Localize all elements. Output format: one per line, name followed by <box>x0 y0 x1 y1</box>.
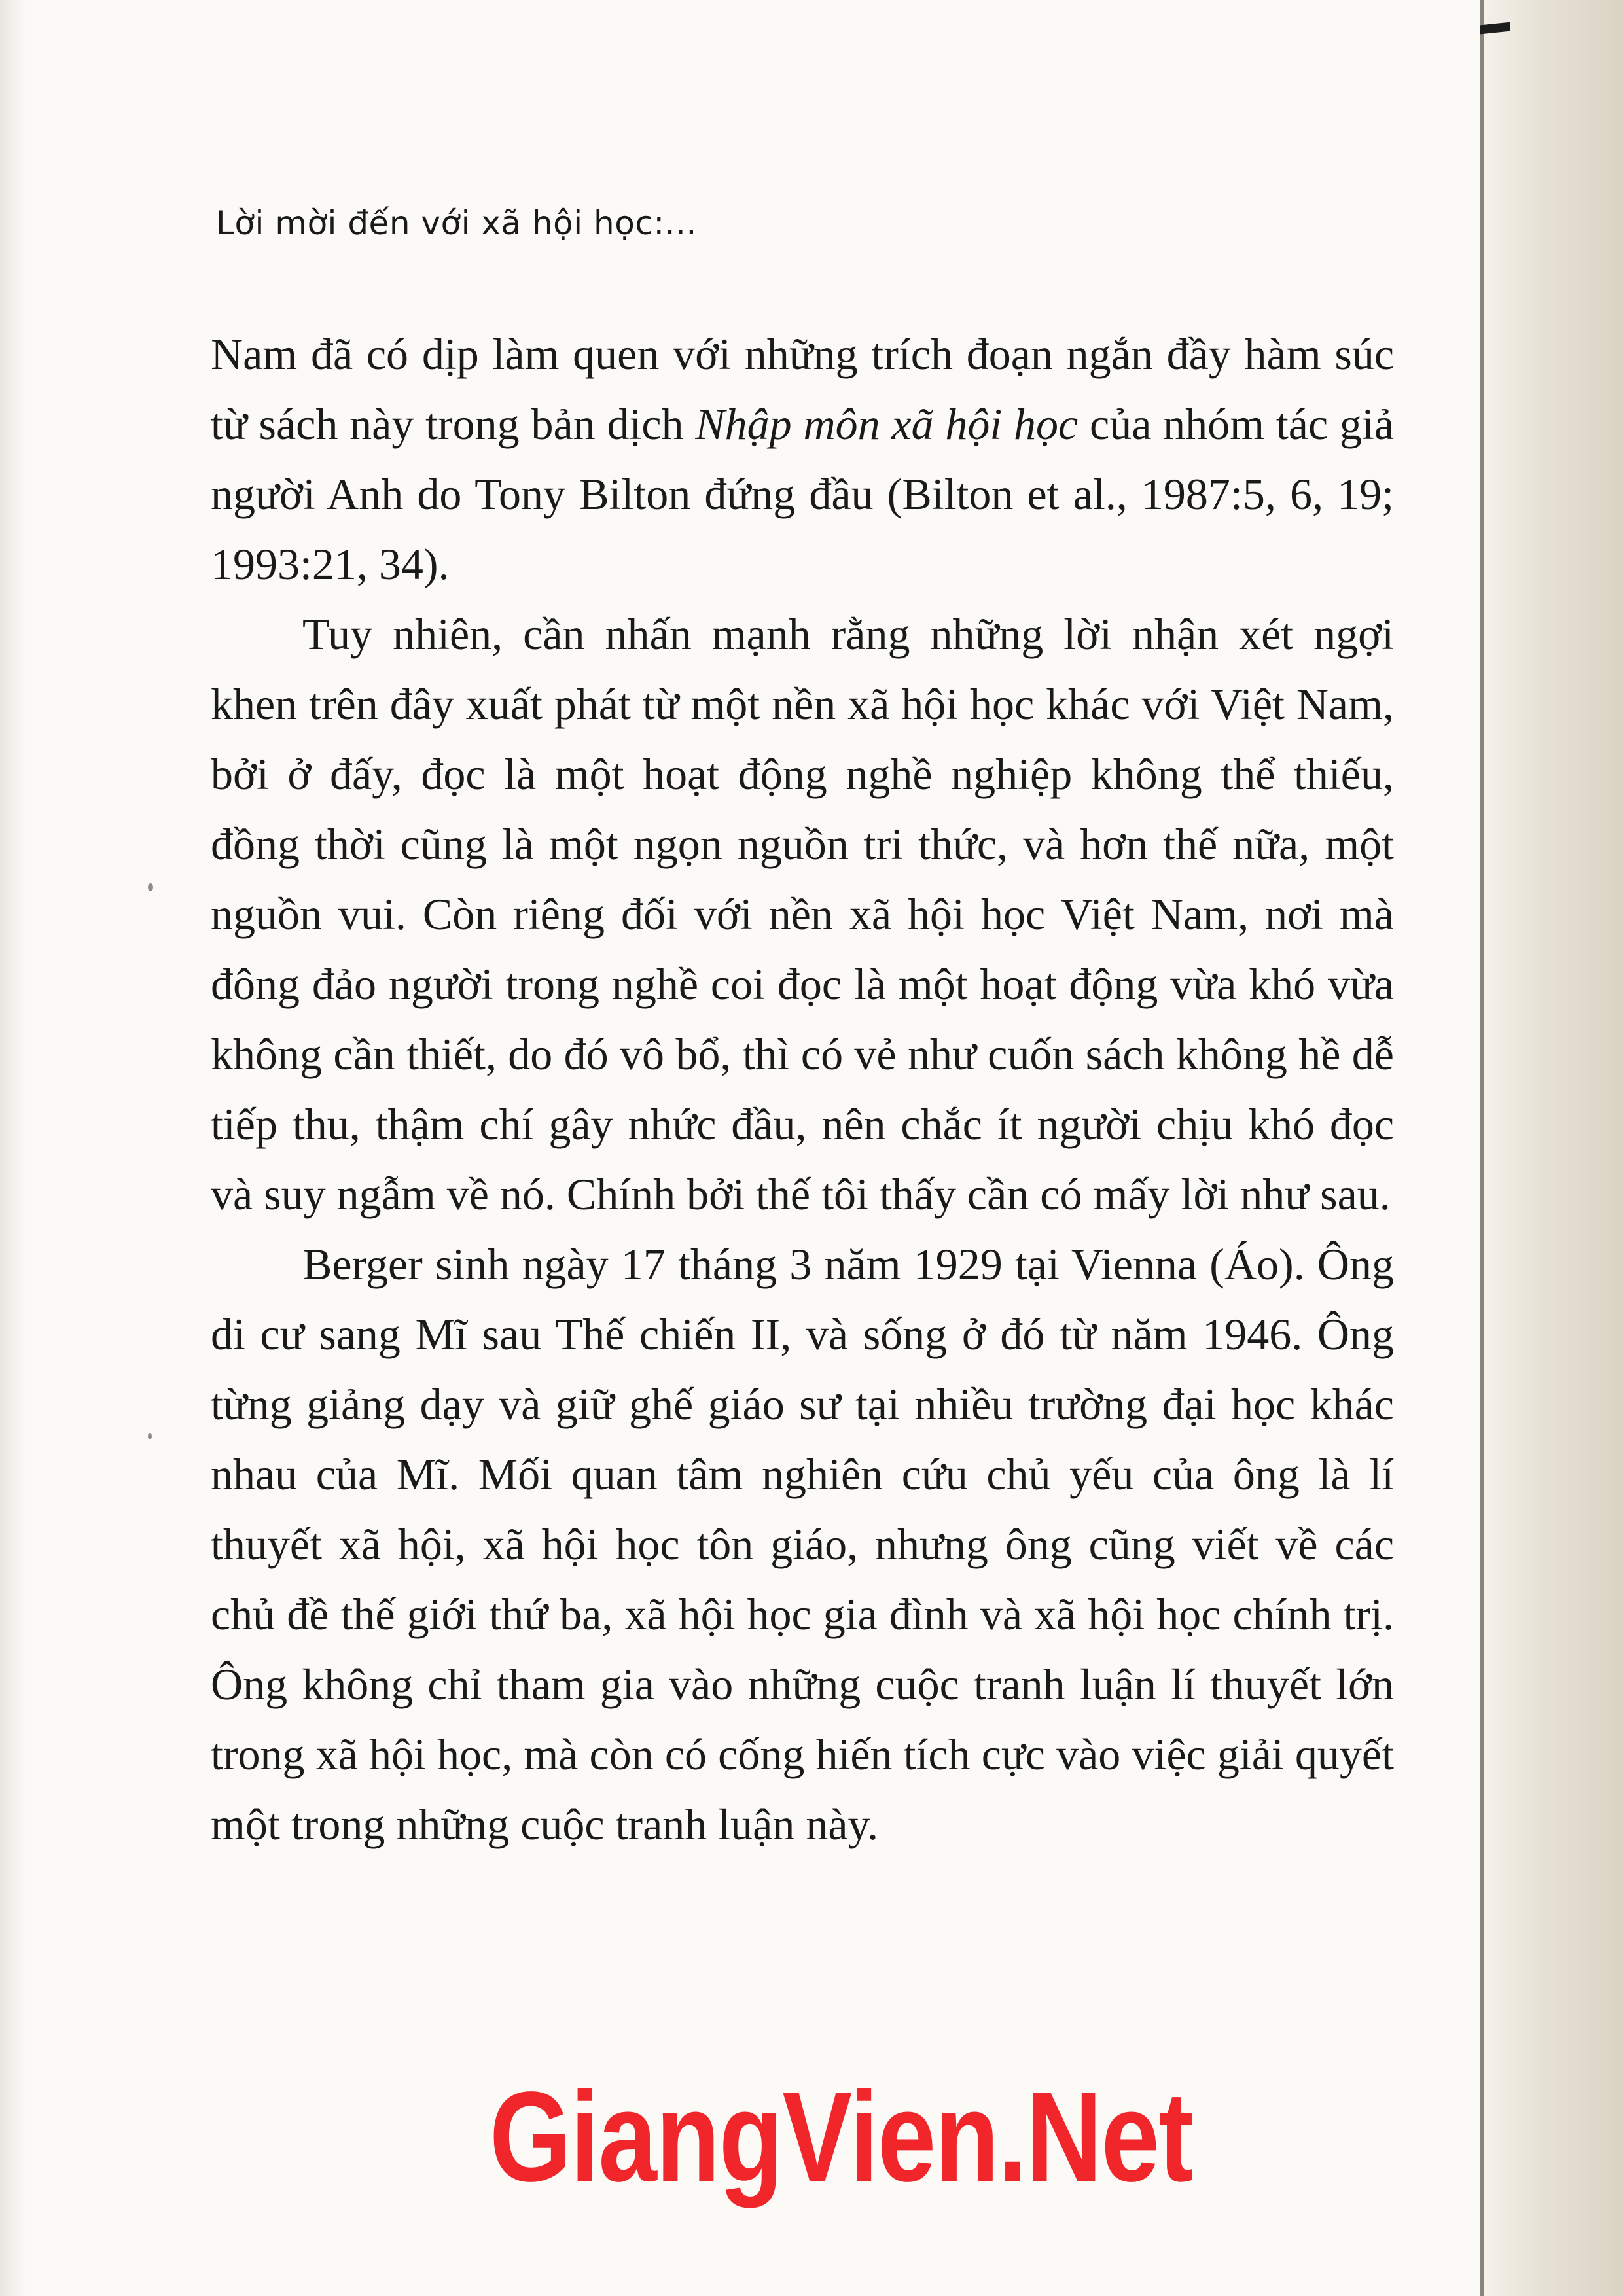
paragraph-text: Nam đã có dịp làm quen với những trích đoạn ngắn đầy hàm súc từ sách này trong bản dịch <box>211 329 1394 449</box>
scan-speck <box>148 1433 152 1439</box>
paragraph-continuation <box>211 319 1394 599</box>
paragraph-text: Tuy nhiên, cần nhấn mạnh rằng những lời nhận xét ngợi khen trên đây xuất phát từ một nền xã hội học khác với Việt Nam, bởi ở đấy, đọc là một hoạt động nghề nghiệp không thể thiếu, đồng thời cũng là một ngọn nguồn tri thức, và hơn thế nữa, một nguồn vui. Còn riêng đối với nền xã hội học Việt Nam, nơi mà đông đảo người trong nghề coi đọc là một hoạt động vừa khó vừa không cần thiết, do đó vô bổ, thì có vẻ như cuốn sách không hề dễ tiếp thu, thậm chí gây nhức đầu, nên chắc ít người chịu khó đọc và suy ngẫm về nó. Chính bởi thế tôi thấy cần có mấy lời như sau. <box>211 609 1394 1219</box>
paragraph <box>211 1229 1394 1860</box>
paragraph-text: của nhóm tác giả người Anh do Tony Bilton đứng đầu (Bilton et al., 1987:5, 6, 19; 1993:21, 34). <box>211 399 1394 589</box>
scan-speck <box>148 883 153 891</box>
paragraph-text: Berger sinh ngày 17 tháng 3 năm 1929 tại Vienna (Áo). Ông di cư sang Mĩ sau Thế chiến II, và sống ở đó từ năm 1946. Ông từng giảng dạy và giữ ghế giáo sư tại nhiều trường đại học khác nhau của Mĩ. Mối quan tâm nghiên cứu chủ yếu của ông là lí thuyết xã hội, xã hội học tôn giáo, nhưng ông cũng viết về các chủ đề thế giới thứ ba, xã hội học gia đình và xã hội học chính trị. Ông không chỉ tham gia vào những cuộc tranh luận lí thuyết lớn trong xã hội học, mà còn có cống hiến tích cực vào việc giải quyết một trong những cuộc tranh luận này. <box>211 1239 1394 1849</box>
book-title-italic: Nhập môn xã hội học <box>695 399 1079 449</box>
watermark-text: GiangVien.Net <box>490 2065 1193 2208</box>
page-edge <box>1484 0 1623 2296</box>
gutter-shadow <box>0 0 26 2296</box>
paragraph <box>211 599 1394 1229</box>
page-edge-line <box>1480 0 1484 2296</box>
running-header: Lời mời đến với xã hội học:... <box>216 204 697 242</box>
body-text <box>211 319 1394 1860</box>
